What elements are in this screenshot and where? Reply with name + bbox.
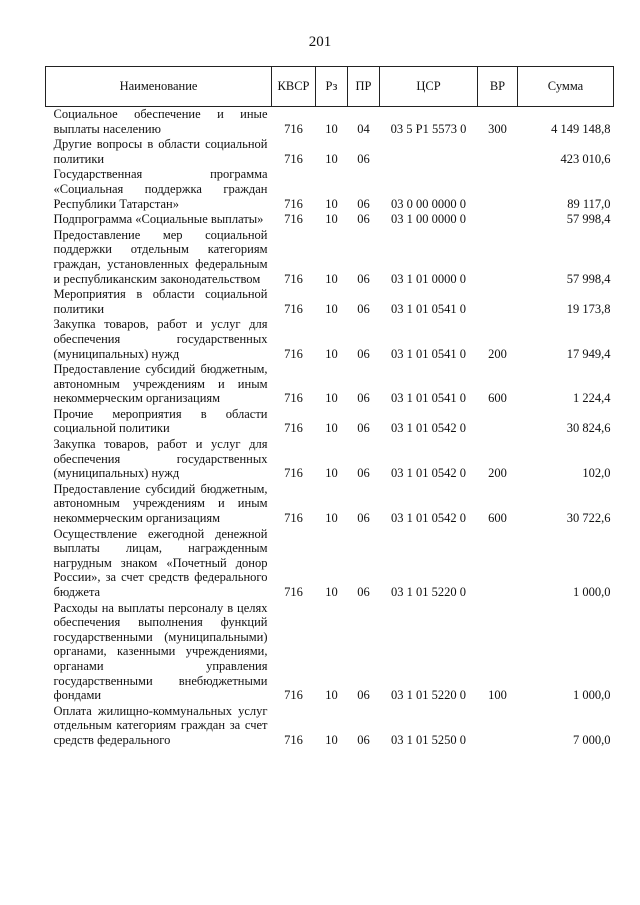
cell-rz: 10 [325,301,338,316]
cell-rz: 10 [325,151,338,166]
cell-kvsr: 716 [284,151,303,166]
table-row [46,212,614,228]
table-row [46,527,614,601]
cell-name: Осуществление ежегодной денежной выплаты лицам, награжденным нагрудным знаком «Почетный донор России», за счет средств федерального бюджета [53,526,268,599]
cell-csr [380,137,478,167]
table-row [46,167,614,212]
cell-kvsr: 716 [284,212,303,227]
cell-csr: 03 0 00 0000 0 [391,196,466,211]
cell-csr: 03 1 01 0541 0 [391,346,466,361]
cell-pr: 06 [357,346,370,361]
cell-sum: 4 149 148,8 [551,121,611,136]
cell-csr: 03 1 01 5220 0 [391,585,466,599]
cell-name: Прочие мероприятия в области социальной политики [53,406,268,436]
cell-csr: 03 1 01 0541 0 [391,301,466,316]
table-row [46,407,614,437]
cell-pr: 06 [357,511,370,526]
cell-vr [478,407,518,437]
cell-rz: 10 [325,732,338,747]
cell-kvsr: 716 [284,732,303,747]
header-rz: Рз [316,67,348,107]
cell-sum: 17 949,4 [566,346,611,361]
cell-csr: 03 5 Р1 5573 0 [390,121,467,136]
cell-rz: 10 [325,346,338,361]
cell-rz: 10 [325,421,338,436]
cell-rz: 10 [325,688,338,703]
cell-rz: 10 [325,585,338,599]
cell-vr [478,212,518,228]
cell-pr: 06 [357,212,370,227]
cell-kvsr: 716 [284,511,303,526]
cell-sum: 1 000,0 [573,585,611,599]
cell-sum: 7 000,0 [573,732,611,747]
cell-kvsr: 716 [284,301,303,316]
table-row [46,317,614,362]
cell-pr: 06 [357,688,370,703]
cell-vr: 100 [488,688,507,703]
header-pr: ПР [348,67,380,107]
cell-sum: 30 824,6 [566,421,611,436]
table-row [46,482,614,527]
cell-vr: 600 [488,511,507,526]
cell-pr: 06 [357,151,370,166]
cell-sum: 423 010,6 [560,151,611,166]
cell-kvsr: 716 [284,391,303,406]
cell-name: Подпрограмма «Социальные выплаты» [53,212,264,227]
cell-pr: 06 [357,466,370,481]
header-sum: Сумма [518,67,614,107]
cell-vr [478,704,518,749]
cell-vr [478,287,518,317]
cell-name: Другие вопросы в области социальной политики [53,137,268,166]
cell-csr: 03 1 01 0541 0 [391,391,466,406]
table-row [46,437,614,482]
cell-rz: 10 [325,121,338,136]
cell-sum: 1 224,4 [573,391,611,406]
table-row [46,601,614,704]
table-row [46,107,614,138]
cell-name: Социальное обеспечение и иные выплаты населению [53,107,268,136]
cell-name: Государственная программа «Социальная поддержка граждан Республики Татарстан» [53,167,268,211]
page-number: 201 [308,34,332,50]
cell-name: Закупка товаров, работ и услуг для обеспечения государственных (муниципальных) нужд [53,437,268,481]
cell-sum: 1 000,0 [573,688,611,703]
cell-vr: 300 [488,121,507,136]
cell-pr: 06 [357,585,370,599]
cell-name: Закупка товаров, работ и услуг для обеспечения государственных (муниципальных) нужд [53,317,268,361]
header-csr: ЦСР [380,67,478,107]
cell-vr: 200 [488,346,507,361]
cell-vr: 200 [488,466,507,481]
table-body [46,107,614,749]
cell-kvsr: 716 [284,271,303,286]
cell-csr: 03 1 01 5250 0 [391,732,466,747]
cell-rz: 10 [325,212,338,227]
cell-sum: 89 117,0 [567,196,611,211]
cell-sum: 30 722,6 [566,511,611,526]
cell-rz: 10 [325,196,338,211]
table-row [46,704,614,749]
cell-rz: 10 [325,511,338,526]
cell-vr [478,167,518,212]
table-row [46,287,614,317]
cell-name: Расходы на выплаты персоналу в целях обеспечения выполнения функций государственными (муниципальными) органами, казенными учреждениями, органами управления государственными внебюджетными фондами [53,600,268,703]
cell-rz: 10 [325,391,338,406]
cell-name: Оплата жилищно-коммунальных услуг отдельным категориям граждан за счет средств федерального [53,703,268,747]
cell-kvsr: 716 [284,688,303,703]
table-row [46,228,614,287]
cell-name: Предоставление мер социальной поддержки отдельным категориям граждан, установленных федеральным и республиканским законодательством [53,227,268,286]
cell-sum: 57 998,4 [566,271,611,286]
cell-csr: 03 1 01 0542 0 [391,466,466,481]
cell-kvsr: 716 [284,421,303,436]
cell-pr: 06 [357,196,370,211]
cell-csr: 03 1 00 0000 0 [391,212,466,227]
cell-vr [478,137,518,167]
cell-rz: 10 [325,271,338,286]
budget-table [45,66,614,749]
cell-csr: 03 1 01 0000 0 [391,271,466,286]
cell-kvsr: 716 [284,346,303,361]
table-row [46,137,614,167]
table-header-row [46,67,614,107]
cell-rz: 10 [325,466,338,481]
header-name: Наименование [46,67,272,107]
cell-kvsr: 716 [284,121,303,136]
cell-pr: 04 [357,121,370,136]
cell-kvsr: 716 [284,585,303,599]
cell-sum: 57 998,4 [566,212,611,227]
cell-name: Мероприятия в области социальной политики [53,287,268,316]
header-vr: ВР [478,67,518,107]
cell-vr [478,527,518,601]
cell-csr: 03 1 01 5220 0 [391,688,466,703]
cell-kvsr: 716 [284,196,303,211]
cell-pr: 06 [357,301,370,316]
cell-vr [478,228,518,287]
table-row [46,362,614,407]
cell-csr: 03 1 01 0542 0 [391,421,466,436]
cell-pr: 06 [357,391,370,406]
cell-kvsr: 716 [284,466,303,481]
cell-name: Предоставление субсидий бюджетным, автономным учреждениям и иным некоммерческим организациям [53,362,268,406]
cell-sum: 19 173,8 [566,301,611,316]
cell-pr: 06 [357,271,370,286]
cell-sum: 102,0 [582,466,611,481]
cell-name: Предоставление субсидий бюджетным, автономным учреждениям и иным некоммерческим организациям [53,481,268,526]
cell-vr: 600 [488,391,507,406]
cell-pr: 06 [357,732,370,747]
header-kvsr: КВСР [272,67,316,107]
cell-csr: 03 1 01 0542 0 [391,511,466,526]
cell-pr: 06 [357,421,370,436]
